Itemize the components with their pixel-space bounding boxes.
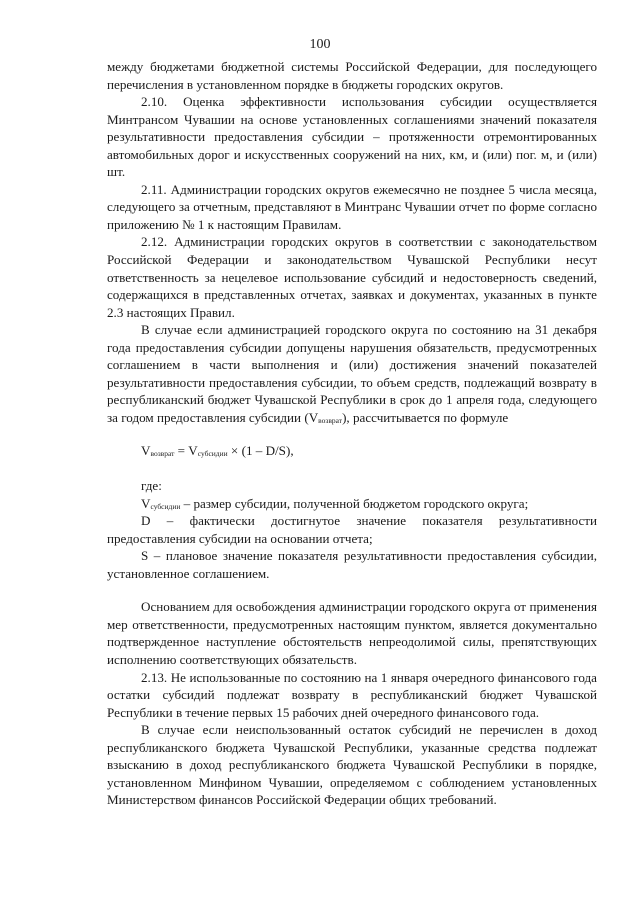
formula-v-return-sub: возврат xyxy=(150,449,175,459)
paragraph-2-10: 2.10. Оценка эффективности использования субсидии осуществляется Минтрансом Чувашии на основе установленных соглашениями значений показателя результативности предоставления субсидии – протяженности отремонтированных автомобильных дорог и искусственных сооружений на них, км, и (или) пог. м, и (или) шт. xyxy=(107,94,597,180)
definition-v-subsidy xyxy=(107,495,597,513)
formula-v-return: V xyxy=(141,443,151,459)
def-v-text: – размер субсидии, полученной бюджетом городского округа; xyxy=(180,495,529,511)
formula xyxy=(107,442,597,460)
paragraph-continuation: между бюджетами бюджетной системы Российской Федерации, для последующего перечисления в установленном порядке в бюджеты городских округов. xyxy=(107,59,597,92)
paragraph-unused-balance: В случае если неиспользованный остаток субсидий не перечислен в доход республиканского бюджета Чувашской Республики, указанные средства подлежат взысканию в доход республиканского бюджета Чувашской Республики в порядке, установленном Минфином Чувашии, определяемом с соблюдением установленных Министерством финансов Российской Федерации общих требований. xyxy=(107,722,597,808)
paragraph-refund-case xyxy=(107,321,597,426)
def-v-sub: субсидии xyxy=(150,501,181,511)
formula-v-subsidy-sub: субсидии xyxy=(197,449,228,459)
formula-equals: = V xyxy=(174,443,198,459)
refund-text-after: ), рассчитывается по формуле xyxy=(342,409,509,425)
definition-d: D – фактически достигнутое значение показателя результативности предоставления субсидии на основании отчета; xyxy=(107,513,597,546)
definition-s: S – плановое значение показателя результативности предоставления субсидии, установленное соглашением. xyxy=(107,548,597,581)
def-v-letter: V xyxy=(141,495,151,511)
paragraph-2-12: 2.12. Администрации городских округов в соответствии с законодательством Российской Федерации и законодательством Чувашской Республики несут ответственность за нецелевое использование субсидий и недостоверность сведений, содержащихся в представленных отчетах, заявках и документах, указанных в пункте 2.3 настоящих Правил. xyxy=(107,234,597,320)
page-number: 100 xyxy=(309,37,331,52)
paragraph-exemption: Основанием для освобождения администрации городского округа от применения мер ответственности, предусмотренных настоящим пунктом, является документально подтвержденное наступление обстоятельств непреодолимой силы, препятствующих исполнению соответствующих обязательств. xyxy=(107,599,597,667)
formula-rest: × (1 – D/S), xyxy=(227,443,294,459)
paragraph-2-11: 2.11. Администрации городских округов ежемесячно не позднее 5 числа месяца, следующего за отчетным, представляют в Минтранс Чувашии отчет по форме согласно приложению № 1 к настоящим Правилам. xyxy=(107,181,597,232)
paragraph-2-13: 2.13. Не использованные по состоянию на 1 января очередного финансового года остатки субсидий подлежат возврату в республиканский бюджет Чувашской Республики в течение первых 15 рабочих дней очередного финансового года. xyxy=(107,669,597,720)
where-label: где: xyxy=(141,478,162,494)
refund-text-before: В случае если администрацией городского округа по состоянию на 31 декабря года предоставления субсидии допущены нарушения обязательств, предусмотренных соглашением в части выполнения и (или) достижения значений показателей результативности предоставления субсидии, то объем средств, подлежащий возврату в республиканский бюджет Чувашской Республики в срок до 1 апреля года, следующего за годом предоставления субсидии (V xyxy=(107,322,597,425)
document-body xyxy=(107,58,597,809)
refund-subscript: возврат xyxy=(318,415,343,425)
